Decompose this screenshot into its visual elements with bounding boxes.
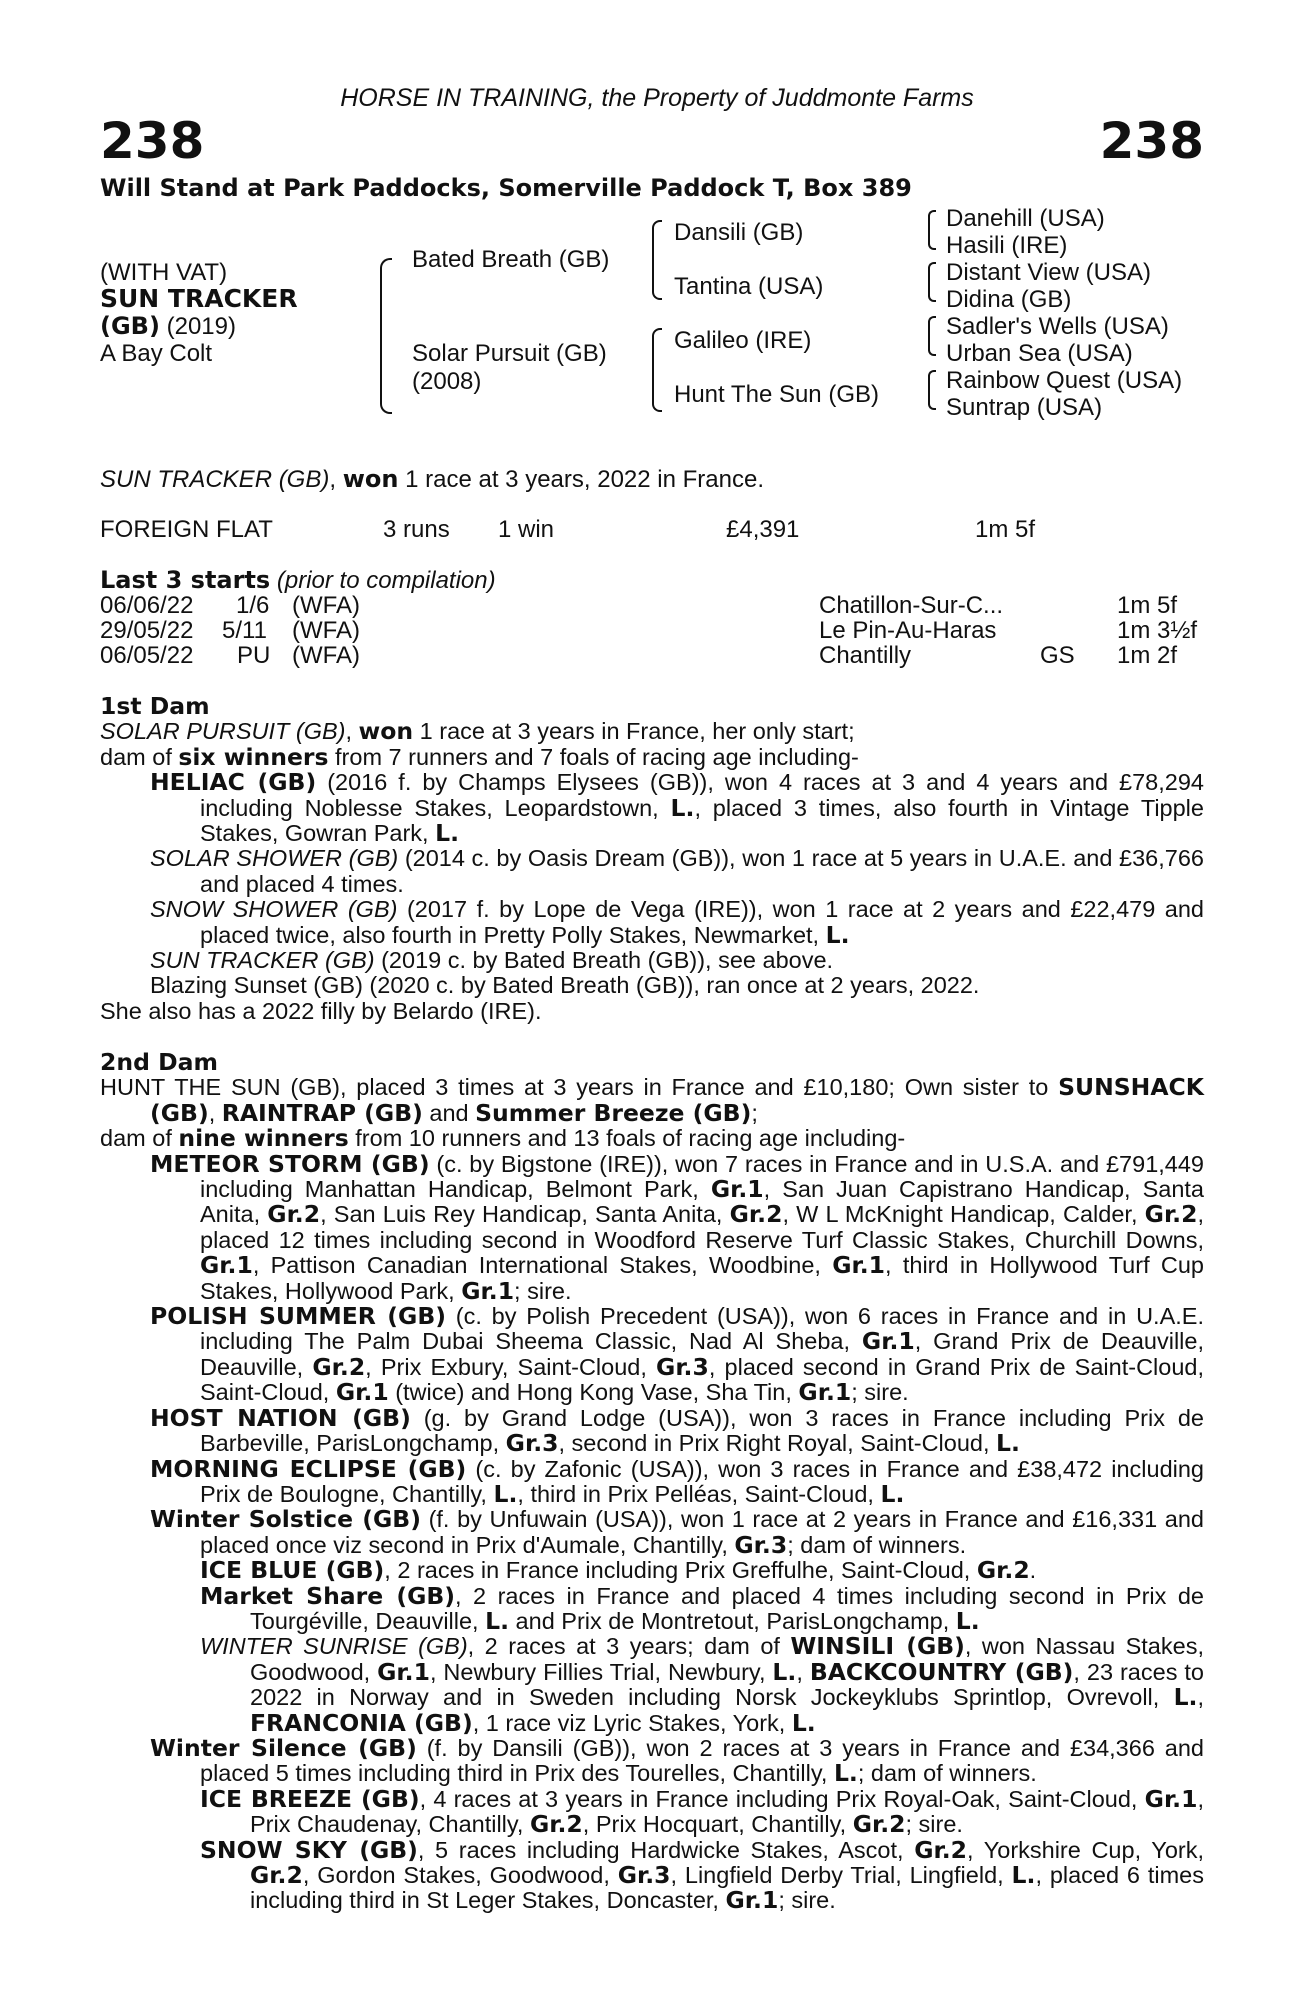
- text: from 10 runners and 13 foals of racing age including-: [348, 1125, 906, 1152]
- text: (f. by Dansili (GB)), won 2 races at 3 years in France and £34,366 and placed 5 times including third in Prix des Tourelles, Chantilly,: [200, 1734, 1204, 1787]
- race-grade: Gr.2: [250, 1861, 303, 1889]
- race-grade: Gr.2: [529, 1810, 583, 1839]
- summary-horse-name: SUN TRACKER (GB): [100, 466, 330, 493]
- horse-name: SUN TRACKER (GB): [150, 947, 375, 974]
- start-row-pos: PU: [237, 642, 271, 669]
- last-starts-note: (prior to compilation): [270, 567, 496, 594]
- first-dam-produce-line: [100, 742, 1204, 771]
- race-grade: Gr.2: [976, 1556, 1030, 1585]
- first-dam-won: won: [358, 717, 414, 746]
- race-grade: Gr.1: [798, 1378, 852, 1407]
- start-row-pos: 5/11: [222, 617, 267, 644]
- text: , San Juan Capistrano Handicap, Santa Anita,: [200, 1176, 1204, 1228]
- start-row-going: GS: [1040, 642, 1075, 669]
- start-row-date: 06/05/22: [100, 642, 194, 669]
- great-grandsire-4: Didina (GB): [946, 286, 1072, 313]
- vat-note: (WITH VAT): [100, 259, 228, 286]
- first-dam-rest: 1 race at 3 years in France, her only start;: [413, 718, 855, 745]
- text: , placed 12 times including second in Woodford Reserve Turf Classic Stakes, Churchill Downs,: [200, 1201, 1204, 1253]
- text: , 1 race viz Lyric Stakes, York,: [472, 1709, 792, 1736]
- pedigree-bracket-g3: [928, 316, 936, 356]
- horse-name: SOLAR SHOWER (GB): [150, 845, 399, 872]
- start-row-type: (WFA): [292, 617, 360, 644]
- dam-sire: Galileo (IRE): [674, 327, 812, 354]
- sire: Bated Breath (GB): [412, 246, 610, 273]
- produce-morning-eclipse: [100, 1454, 1205, 1508]
- text: (2016 f. by Champs Elysees (GB)), won 4 races at 3 and 4 years and £78,294 including Noblesse Stakes, Leopardstown,: [200, 769, 1204, 821]
- text: from 7 runners and 7 foals of racing age including-: [328, 743, 859, 770]
- start-row-date: 06/06/22: [100, 592, 194, 619]
- text: dam of: [100, 1125, 179, 1152]
- great-grandsire-2: Hasili (IRE): [946, 232, 1068, 259]
- race-grade: Gr.3: [505, 1429, 559, 1458]
- race-grade: L.: [825, 920, 850, 949]
- start-row-dist: 1m 3½f: [1117, 617, 1198, 644]
- text: ; dam of winners.: [787, 1531, 967, 1558]
- produce-winter-solstice: [100, 1507, 1204, 1558]
- race-grade: Gr.2: [729, 1200, 783, 1229]
- produce-ice-blue: [100, 1558, 1204, 1583]
- horse-year: (2019): [159, 313, 236, 340]
- race-grade: Gr.1: [832, 1251, 886, 1280]
- horse-name: POLISH SUMMER (GB): [150, 1302, 446, 1331]
- text: , placed 6 times including third in St Leger Stakes, Doncaster,: [250, 1862, 1204, 1914]
- horse-name: SUNSHACK (GB): [150, 1073, 1204, 1127]
- text: ; sire.: [905, 1811, 963, 1838]
- text: ;: [751, 1099, 758, 1126]
- dam: Solar Pursuit (GB): [412, 340, 607, 367]
- produce-ice-breeze: [100, 1784, 1204, 1839]
- text: .: [1029, 1557, 1037, 1584]
- start-row-date: 29/05/22: [100, 617, 194, 644]
- produce-winter-sunrise: [100, 1634, 1204, 1736]
- text: , San Luis Rey Handicap, Santa Anita,: [320, 1201, 730, 1228]
- produce-solar-shower: [100, 846, 1204, 897]
- text: , third in Prix Pelléas, Saint-Cloud,: [517, 1480, 881, 1507]
- produce-polish-summer: [100, 1304, 1204, 1406]
- dam-year: (2008): [412, 368, 482, 395]
- pedigree-bracket-dam: [652, 328, 662, 412]
- horse-name: ICE BLUE (GB): [200, 1556, 385, 1585]
- start-row-dist: 1m 2f: [1117, 642, 1178, 669]
- race-grade: Gr.2: [852, 1810, 906, 1839]
- summary-rest: 1 race at 3 years, 2022 in France.: [398, 466, 764, 493]
- horse-name: Market Share (GB): [200, 1581, 456, 1610]
- race-grade: L.: [670, 793, 695, 822]
- pedigree-bracket-g2: [928, 262, 936, 302]
- second-dam-section: [100, 1050, 1204, 1914]
- pedigree-bracket-g4: [928, 370, 936, 410]
- great-grandsire-3: Distant View (USA): [946, 259, 1151, 286]
- race-grade: Gr.1: [725, 1886, 779, 1915]
- race-grade: Gr.3: [617, 1861, 671, 1889]
- text: ; sire.: [851, 1379, 909, 1406]
- text: (c. by Bigstone (IRE)), won 7 races in France and in U.S.A. and £791,449 including Manhattan Handicap, Belmont Park,: [200, 1150, 1204, 1203]
- horse-name: RAINTRAP (GB): [221, 1098, 423, 1127]
- start-row-course: Le Pin-Au-Haras: [819, 617, 997, 644]
- race-summary: SUN TRACKER (GB), won 1 race at 3 years, 2022 in France.: [100, 465, 764, 493]
- record-prize: £4,391: [726, 516, 800, 543]
- record-wins: 1 win: [498, 516, 555, 543]
- horse-name: Summer Breeze (GB): [475, 1098, 752, 1127]
- great-grandsire-5: Sadler's Wells (USA): [946, 313, 1169, 340]
- second-dam-line: [100, 1075, 1204, 1126]
- text: ,: [208, 1099, 222, 1126]
- summary-won: won: [342, 465, 399, 493]
- race-grade: L.: [1173, 1683, 1198, 1712]
- race-grade: L.: [435, 819, 459, 848]
- text: , W L McKnight Handicap, Calder,: [782, 1201, 1145, 1228]
- text: (twice) and Hong Kong Vase, Sha Tin,: [388, 1379, 799, 1406]
- race-grade: Gr.2: [312, 1352, 366, 1381]
- horse-name: Winter Solstice (GB): [150, 1505, 421, 1534]
- great-grandsire-8: Suntrap (USA): [946, 394, 1103, 421]
- race-grade: L.: [791, 1708, 816, 1737]
- last-starts-heading: [100, 566, 496, 595]
- winners-count: six winners: [178, 742, 329, 771]
- horse-name: BACKCOUNTRY (GB): [809, 1657, 1074, 1686]
- race-grade: Gr.2: [267, 1200, 321, 1229]
- horse-name: HOST NATION (GB): [150, 1403, 411, 1432]
- text: dam of: [100, 743, 179, 770]
- stand-location: Will Stand at Park Paddocks, Somerville Paddock T, Box 389: [100, 174, 912, 202]
- last-starts-title: Last 3 starts: [100, 566, 271, 594]
- horse-name: FRANCONIA (GB): [250, 1708, 473, 1737]
- catalogue-header: HORSE IN TRAINING, the Property of Juddmonte Farms: [340, 84, 974, 112]
- great-grandsire-1: Danehill (USA): [946, 205, 1105, 232]
- text: , Prix Hocquart, Chantilly,: [582, 1811, 853, 1838]
- first-dam-name: SOLAR PURSUIT (GB): [100, 718, 346, 745]
- race-grade: L.: [955, 1606, 980, 1635]
- text: (2014 c. by Oasis Dream (GB)), won 1 race at 5 years in U.A.E. and £36,766 and placed 4 times.: [200, 845, 1204, 897]
- text: , 4 races at 3 years in France including Prix Royal-Oak, Saint-Cloud,: [419, 1785, 1145, 1812]
- race-grade: L.: [996, 1429, 1020, 1458]
- produce-market-share: [100, 1581, 1204, 1635]
- produce-meteor-storm: [100, 1149, 1204, 1305]
- text: ; sire.: [514, 1277, 572, 1304]
- text: (2017 f. by Lope de Vega (IRE)), won 1 race at 2 years and £22,479 and placed twice, also fourth in Pretty Polly Stakes, Newmarket,: [200, 896, 1204, 948]
- horse-name: METEOR STORM (GB): [150, 1149, 430, 1178]
- race-grade: Gr.3: [656, 1352, 709, 1381]
- text: , Lingfield Derby Trial, Lingfield,: [670, 1862, 1012, 1888]
- race-grade: L.: [833, 1759, 858, 1788]
- horse-country: (GB): [100, 312, 160, 340]
- horse-country-year: [100, 312, 236, 341]
- race-grade: Gr.1: [377, 1657, 430, 1686]
- lot-number-left: 238: [100, 112, 205, 170]
- text: , Prix Chaudenay, Chantilly,: [250, 1785, 1204, 1838]
- race-grade: Gr.1: [710, 1175, 764, 1204]
- text: , Prix Exbury, Saint-Cloud,: [365, 1353, 657, 1380]
- horse-name: WINTER SUNRISE (GB): [200, 1633, 468, 1660]
- text: , Gordon Stakes, Goodwood,: [302, 1862, 618, 1888]
- second-dam-produce-line: [100, 1126, 1204, 1151]
- sire-dam: Tantina (USA): [674, 273, 824, 300]
- winners-count: nine winners: [178, 1124, 349, 1153]
- race-grade: Gr.1: [200, 1251, 253, 1280]
- produce-winter-silence: [100, 1733, 1204, 1788]
- text: , Pattison Canadian International Stakes, Woodbine,: [252, 1252, 833, 1279]
- horse-name: HELIAC (GB): [150, 768, 317, 797]
- race-grade: Gr.2: [914, 1835, 967, 1864]
- start-row-type: (WFA): [292, 642, 360, 669]
- text: (g. by Grand Lodge (USA)), won 3 races in France including Prix de Barbeville, ParisLongchamp,: [200, 1404, 1204, 1457]
- race-grade: Gr.1: [461, 1276, 515, 1305]
- text: HUNT THE SUN (GB), placed 3 times at 3 years in France and £10,180; Own sister to: [100, 1074, 1059, 1101]
- text: , 23 races to 2022 in Norway and in Sweden including Norsk Jockeyklubs Sprintlop, Ovrevoll,: [250, 1658, 1204, 1711]
- text: , Newbury Fillies Trial, Newbury,: [429, 1658, 773, 1685]
- first-dam-line: SOLAR PURSUIT (GB), won 1 race at 3 years in France, her only start;: [100, 717, 855, 746]
- race-grade: L.: [485, 1606, 510, 1635]
- start-row-type: (WFA): [292, 592, 360, 619]
- race-grade: L.: [880, 1479, 905, 1508]
- text: ; sire.: [778, 1887, 836, 1914]
- text: (2019 c. by Bated Breath (GB)), see above.: [374, 947, 834, 974]
- record-distance: 1m 5f: [975, 516, 1036, 543]
- pedigree-bracket-sire: [652, 220, 662, 300]
- pedigree-bracket-g1: [928, 210, 936, 250]
- text: , placed second in Grand Prix de Saint-Cloud, Saint-Cloud,: [200, 1353, 1205, 1406]
- start-row-course: Chatillon-Sur-C...: [819, 592, 1004, 619]
- race-grade: Gr.1: [1144, 1784, 1198, 1813]
- sire-sire: Dansili (GB): [674, 219, 804, 246]
- produce-sun-tracker: [100, 948, 1204, 973]
- text: , 2 races at 3 years; dam of: [467, 1633, 791, 1660]
- first-dam-heading: 1st Dam: [100, 692, 210, 720]
- text: ,: [796, 1658, 810, 1685]
- race-grade: L.: [772, 1657, 797, 1686]
- record-runs: 3 runs: [383, 516, 450, 543]
- text: , 5 races including Hardwicke Stakes, Ascot,: [417, 1836, 915, 1863]
- text: , won Nassau Stakes, Goodwood,: [250, 1633, 1204, 1685]
- text: (f. by Unfuwain (USA)), won 1 race at 2 years in France and £16,331 and placed once viz second in Prix d'Aumale, Chantilly,: [200, 1506, 1204, 1558]
- race-grade: L.: [493, 1479, 518, 1508]
- start-row-course: Chantilly: [819, 642, 912, 669]
- produce-host-nation: [100, 1403, 1204, 1458]
- race-grade: L.: [1011, 1861, 1036, 1889]
- text: , 2 races in France and placed 4 times including second in Prix de Tourgéville, Deauville,: [250, 1582, 1204, 1634]
- dam-dam: Hunt The Sun (GB): [674, 381, 879, 408]
- text: , Yorkshire Cup, York,: [967, 1836, 1204, 1863]
- start-row-pos: 1/6: [236, 592, 270, 619]
- produce-heliac: [100, 770, 1204, 846]
- produce-blazing-sunset: Blazing Sunset (GB) (2020 c. by Bated Breath (GB)), ran once at 2 years, 2022.: [150, 972, 980, 999]
- produce-snow-shower: [100, 897, 1204, 948]
- first-dam-section: [100, 694, 1204, 1024]
- horse-name: SNOW SHOWER (GB): [150, 896, 398, 923]
- text: , placed 3 times, also fourth in Vintage Tipple Stakes, Gowran Park,: [200, 794, 1204, 847]
- text: , third in Hollywood Turf Cup Stakes, Hollywood Park,: [200, 1252, 1204, 1304]
- record-label: FOREIGN FLAT: [100, 516, 273, 543]
- text: and: [422, 1099, 476, 1126]
- text: , second in Prix Right Royal, Saint-Cloud,: [558, 1430, 997, 1457]
- start-row-dist: 1m 5f: [1117, 592, 1178, 619]
- horse-name: ICE BREEZE (GB): [200, 1784, 420, 1813]
- text: ,: [1197, 1684, 1204, 1711]
- text: ; dam of winners.: [857, 1760, 1037, 1787]
- horse-name: Winter Silence (GB): [150, 1733, 417, 1762]
- text: and Prix de Montretout, ParisLongchamp,: [509, 1607, 956, 1634]
- great-grandsire-6: Urban Sea (USA): [946, 340, 1133, 367]
- text: , 2 races in France including Prix Greffulhe, Saint-Cloud,: [384, 1557, 977, 1584]
- second-dam-heading: 2nd Dam: [100, 1048, 218, 1076]
- text: , Grand Prix de Deauville, Deauville,: [200, 1328, 1205, 1380]
- race-grade: Gr.1: [335, 1378, 389, 1407]
- produce-snow-sky: [100, 1835, 1204, 1915]
- horse-name: SNOW SKY (GB): [200, 1835, 418, 1864]
- horse-description: A Bay Colt: [100, 340, 213, 367]
- horse-name: MORNING ECLIPSE (GB): [150, 1454, 467, 1483]
- lot-number-right: 238: [1099, 112, 1204, 170]
- race-grade: Gr.3: [734, 1530, 788, 1559]
- horse-name: SUN TRACKER: [100, 284, 298, 313]
- horse-name: WINSILI (GB): [790, 1632, 965, 1661]
- first-dam-also: She also has a 2022 filly by Belardo (IRE).: [100, 997, 542, 1024]
- text: (c. by Zafonic (USA)), won 3 races in France and £38,472 including Prix de Boulogne, Chantilly,: [200, 1455, 1205, 1507]
- race-grade: Gr.1: [861, 1327, 915, 1356]
- text: (c. by Polish Precedent (USA)), won 6 races in France and in U.A.E. including The Palm Dubai Sheema Classic, Nad Al Sheba,: [200, 1303, 1204, 1355]
- pedigree-bracket-main: [380, 258, 392, 414]
- race-grade: Gr.2: [1144, 1200, 1198, 1229]
- great-grandsire-7: Rainbow Quest (USA): [946, 367, 1183, 394]
